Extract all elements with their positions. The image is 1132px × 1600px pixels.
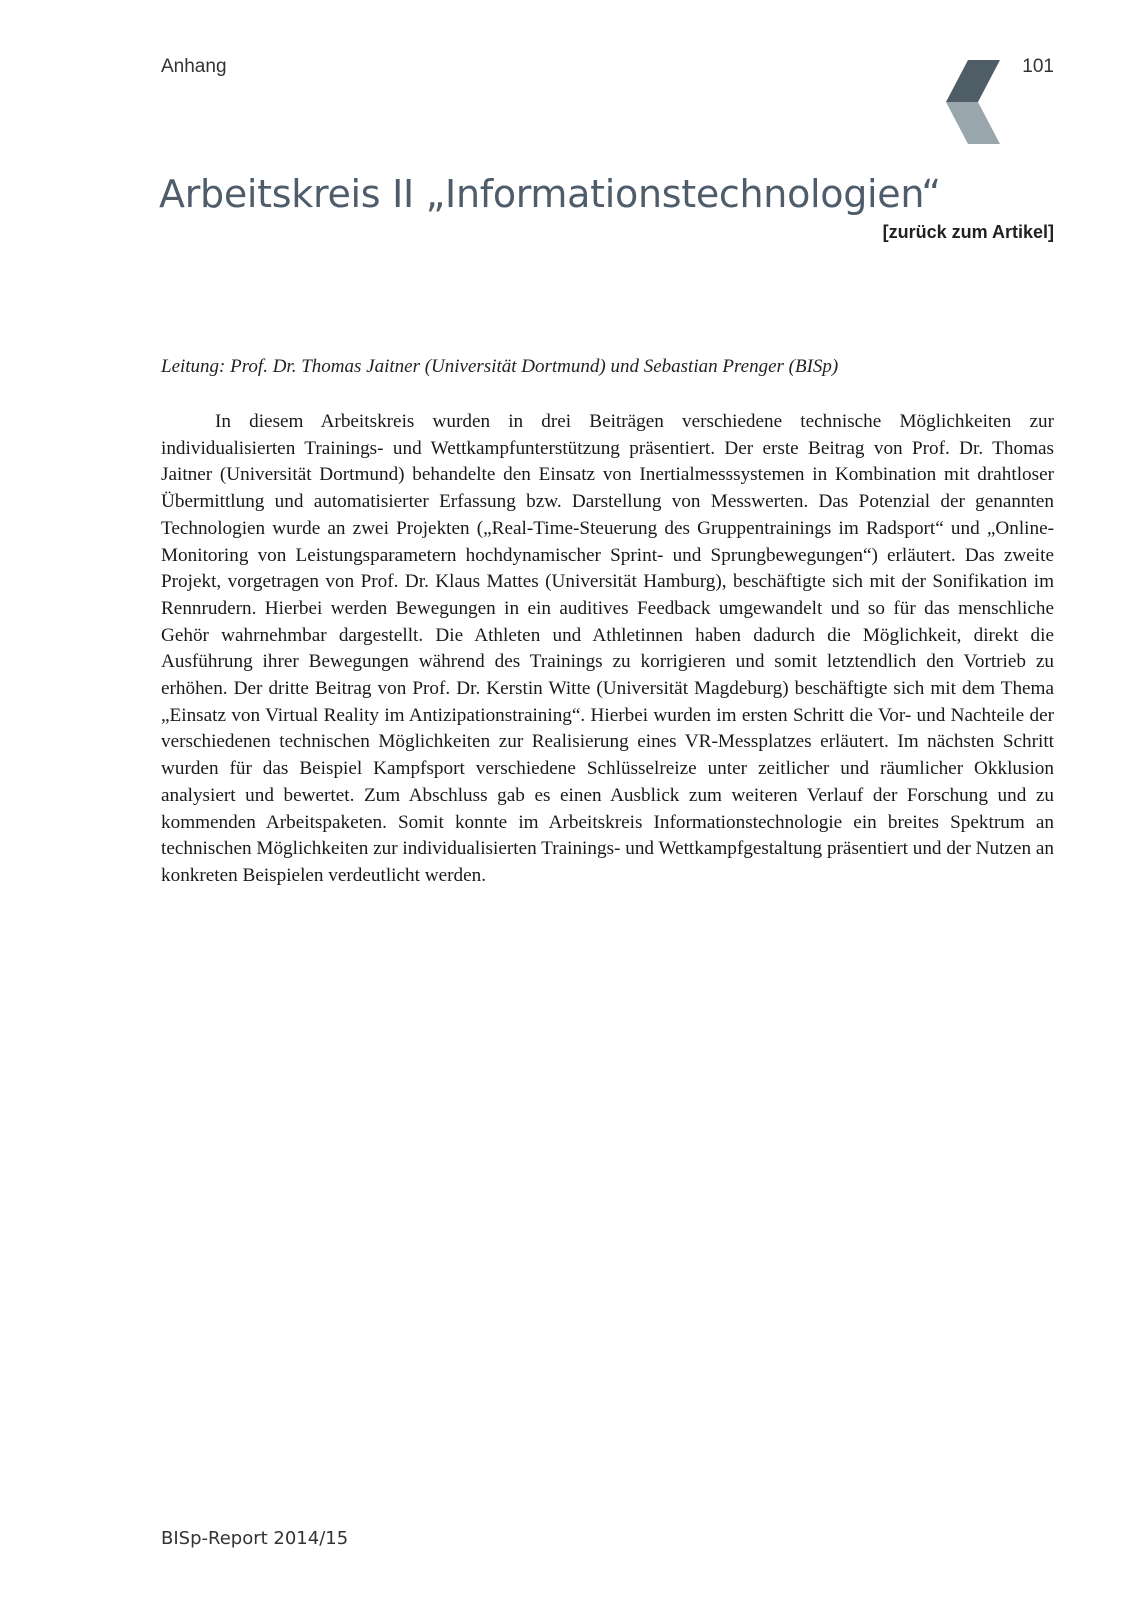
back-to-article-link[interactable]: [zurück zum Artikel]: [882, 222, 1054, 242]
leitung-line: Leitung: Prof. Dr. Thomas Jaitner (Universität Dortmund) und Sebastian Prenger (BISp): [161, 356, 839, 377]
page-footer: BISp-Report 2014/15: [161, 1528, 349, 1549]
chevron-lower-arm: [946, 102, 1000, 144]
chevron-left-icon: [946, 60, 1002, 144]
chevron-upper-arm: [946, 60, 1000, 102]
body-paragraph: In diesem Arbeitskreis wurden in drei Beiträgen verschiedene technische Möglichkeiten zur individualisierten Trainings- und Wettkampfunterstützung präsentiert. Der erste Beitrag von Prof. Dr. Thomas Jaitner (Universität Dortmund) behandelte den Einsatz von Inertialmesssystemen in Kombination mit drahtloser Übermittlung und automatisierter Erfassung bzw. Darstellung von Messwerten. Das Potenzial der genannten Technologien wurde an zwei Projekten („Real-Time-Steuerung des Gruppentrainings im Radsport“ und „Online-Monitoring von Leistungsparametern hochdynamischer Sprint- und Sprungbewegungen“) erläutert. Das zweite Projekt, vorgetragen von Prof. Dr. Klaus Mattes (Universität Hamburg), beschäftigte sich mit der Sonifikation im Rennrudern. Hierbei werden Bewegungen in ein auditives Feedback umgewandelt und so für das menschliche Gehör wahrnehmbar dargestellt. Die Athleten und Athletinnen haben dadurch die Möglichkeit, direkt die Ausführung ihrer Bewegungen während des Trainings zu korrigieren und somit letztendlich den Vortrieb zu erhöhen. Der dritte Beitrag von Prof. Dr. Kerstin Witte (Universität Magdeburg) beschäftigte sich mit dem Thema „Einsatz von Virtual Reality im Antizipationstraining“. Hierbei wurden im ersten Schritt die Vor- und Nachteile der verschiedenen technischen Möglichkeiten zur Realisierung eines VR-Messplatzes erläutert. Im nächsten Schritt wurden für das Beispiel Kampfsport verschiedene Schlüsselreize unter zeitlicher und räumlicher Okklusion analysiert und bewertet. Zum Abschluss gab es einen Ausblick zum weiteren Verlauf der Forschung und zu kommenden Arbeitspaketen. Somit konnte im Arbeitskreis Informationstechnologie ein breites Spektrum an technischen Möglichkeiten zur individualisierten Trainings- und Wettkampfgestaltung präsentiert und der Nutzen an konkreten Beispielen verdeutlicht werden.: [161, 411, 1054, 886]
page-header-section: Anhang: [161, 56, 227, 77]
page-title: Arbeitskreis II „Informationstechnologien“: [159, 172, 941, 216]
page-number: 101: [1022, 56, 1054, 77]
